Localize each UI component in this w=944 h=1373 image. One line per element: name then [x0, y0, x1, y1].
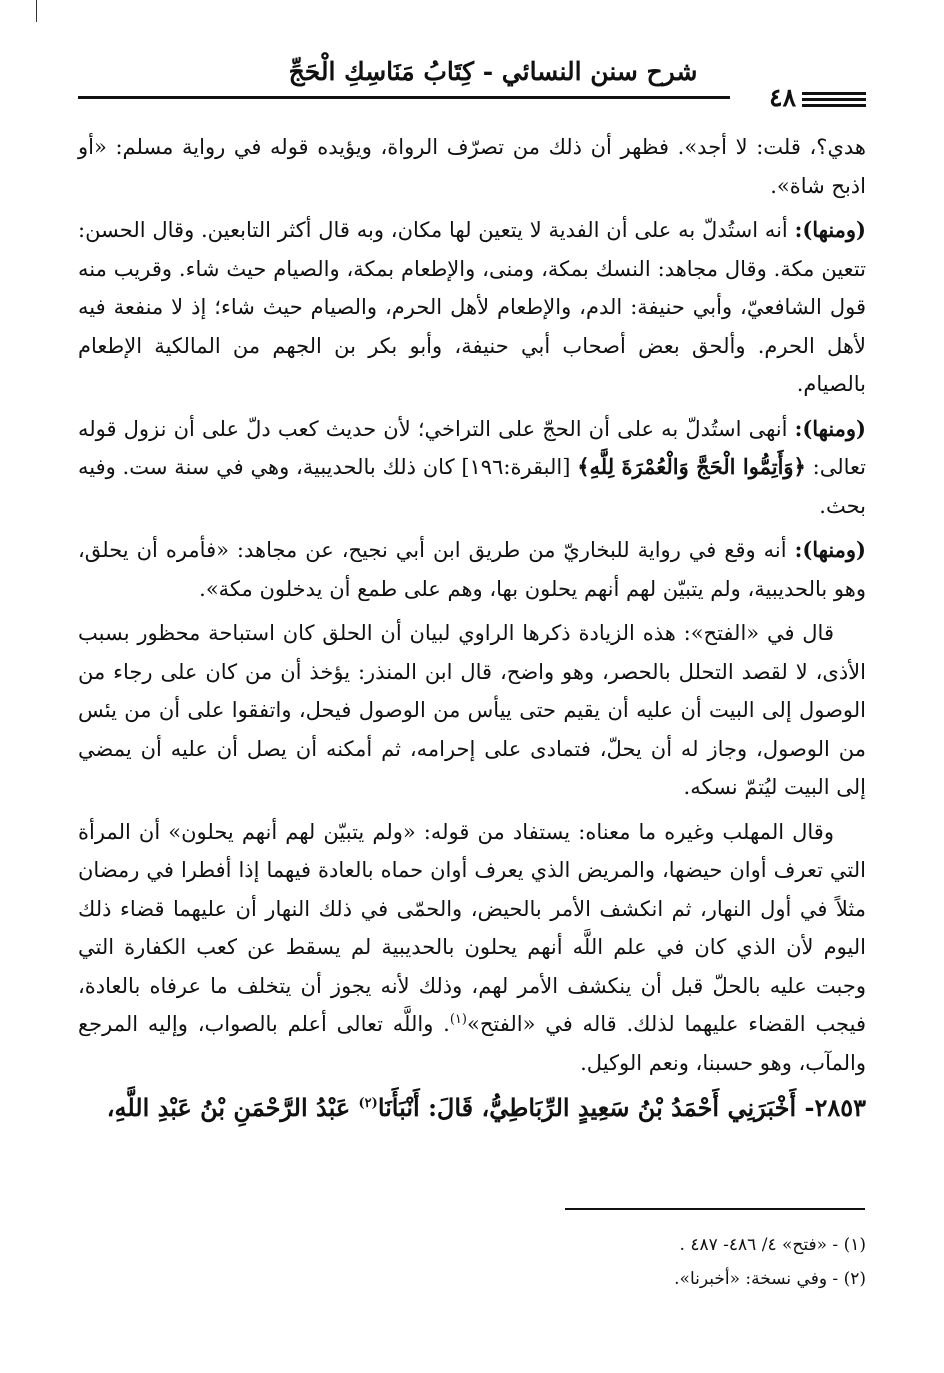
footnotes [78, 1228, 866, 1296]
paragraph-4-lead: (ومنها): [794, 537, 866, 562]
paragraph-2-text: أنه استُدلّ به على أن الفدية لا يتعين لها مكان، وبه قال أكثر التابعين. وقال الحسن: تتعين مكة. وقال مجاهد: النسك بمكة، ومنى، والإطعام بمكة، والصيام حيث شاء. وقريب منه قول الشافعيّ، وأبي حنيفة: الدم، والإطعام لأهل الحرم، والصيام حيث شاء؛ إذ لا منفعة فيه لأهل الحرم. وألحق بعض أصحاب أبي حنيفة، وأبو بكر بن الجهم من المالكية الإطعام بالصيام. [78, 218, 866, 396]
paragraph-5: قال في «الفتح»: هذه الزيادة ذكرها الراوي لبيان أن الحلق كان استباحة محظور بسبب الأذى، لا لقصد التحلل بالحصر، وهو واضح، قال ابن المنذر: يؤخذ أن من كان على رجاء من الوصول إلى البيت أن عليه أن يقيم حتى ييأس من الوصول فيحل، واتفقوا على أن من يئس من الوصول، وجاز له أن يحلّ، فتمادى على إحرامه، ثم أمكنه أن يصل أن عليه أن يمضي إلى البيت ليُتمّ نسكه. [78, 621, 866, 799]
hadith-isnad [78, 1088, 866, 1128]
paragraph-3-text-a: أنهى استُدلّ به على أن الحجّ على التراخي؛ لأن حديث كعب دلّ على أن نزول قوله تعالى: [78, 416, 866, 479]
header-ornament-bars [802, 92, 866, 110]
paragraph-3-text-b: [البقرة:١٩٦] كان ذلك بالحديبية، وهي في سنة ست. وفيه بحث. [78, 455, 866, 518]
footnote-2: (٢) - وفي نسخة: «أخبرنا». [674, 1269, 866, 1289]
paragraph-6-text: وقال المهلب وغيره ما معناه: يستفاد من قوله: «ولم يتبيّن لهم أنهم يحلون» أن المرأة التي تعرف أوان حيضها، والمريض الذي يعرف أوان حماه بالعادة فيهما إذا أفطرا في رمضان مثلاً في أول النهار، ثم انكشف الأمر بالحيض، والحمّى في ذلك النهار أن عليهما قضاء ذلك اليوم لأن الذي كان في علم اللَّه أنهم يحلون بالحديبية لم يسقط عن كعب الكفارة التي وجبت عليه بالحلّ قبل أن ينكشف الأمر لهم، وذلك لأنه يجوز أن يتخلف ما عرفاه بالعادة، فيجب القضاء عليهما لذلك. قاله في «الفتح» [78, 819, 866, 1036]
isnad-text-a: ٢٨٥٣- أَخْبَرَنِي أَحْمَدُ بْنُ سَعِيدٍ الرِّبَاطِيُّ، قَالَ: أَنْبَأَنَا [377, 1093, 866, 1122]
scan-edge-mark [36, 0, 37, 22]
paragraph-3-lead: (ومنها): [794, 415, 866, 441]
paragraph-4-text: أنه وقع في رواية للبخاريّ من طريق ابن أبي نجيح، عن مجاهد: «فأمره أن يحلق، وهو بالحديبية، ولم يتبيّن لهم أنهم يحلون بها، وهم على طمع أن يدخلون مكة». [78, 538, 866, 601]
paragraph-2-lead: (ومنها): [794, 217, 866, 242]
page-number: ٤٨ [769, 83, 796, 112]
paragraph-6-end: . واللَّه تعالى أعلم بالصواب، وإليه المرجع والمآب، وهو حسبنا، ونعم الوكيل. [78, 1012, 866, 1075]
paragraph-1: هدي؟، قلت: لا أجد». فظهر أن ذلك من تصرّف الرواة، ويؤيده قوله في رواية مسلم: «أو اذبح شاة». [78, 135, 866, 198]
header-rule [78, 96, 730, 99]
paragraph-3 [78, 410, 866, 526]
footnote-ref-1[interactable]: (١) [449, 1012, 467, 1027]
paragraph-4 [78, 531, 866, 608]
quran-verse: ﴿وَأَتِمُّوا الْحَجَّ وَالْعُمْرَةَ لِلَّهِ﴾ [577, 454, 806, 479]
footnote-ref-2[interactable]: (٢) [358, 1096, 378, 1111]
main-text [78, 128, 866, 1134]
running-title: شرح سنن النسائي - كِتَابُ مَنَاسِكِ الْحَجِّ [288, 57, 698, 86]
paragraph-2 [78, 211, 866, 404]
footnote-1: (١) - «فتح» ٤/ ٤٨٦- ٤٨٧ . [679, 1235, 866, 1255]
isnad-text-b: عَبْدُ الرَّحْمَنِ بْنُ عَبْدِ اللَّهِ، [106, 1093, 359, 1122]
paragraph-6 [78, 813, 866, 1083]
footnote-rule [565, 1208, 865, 1210]
